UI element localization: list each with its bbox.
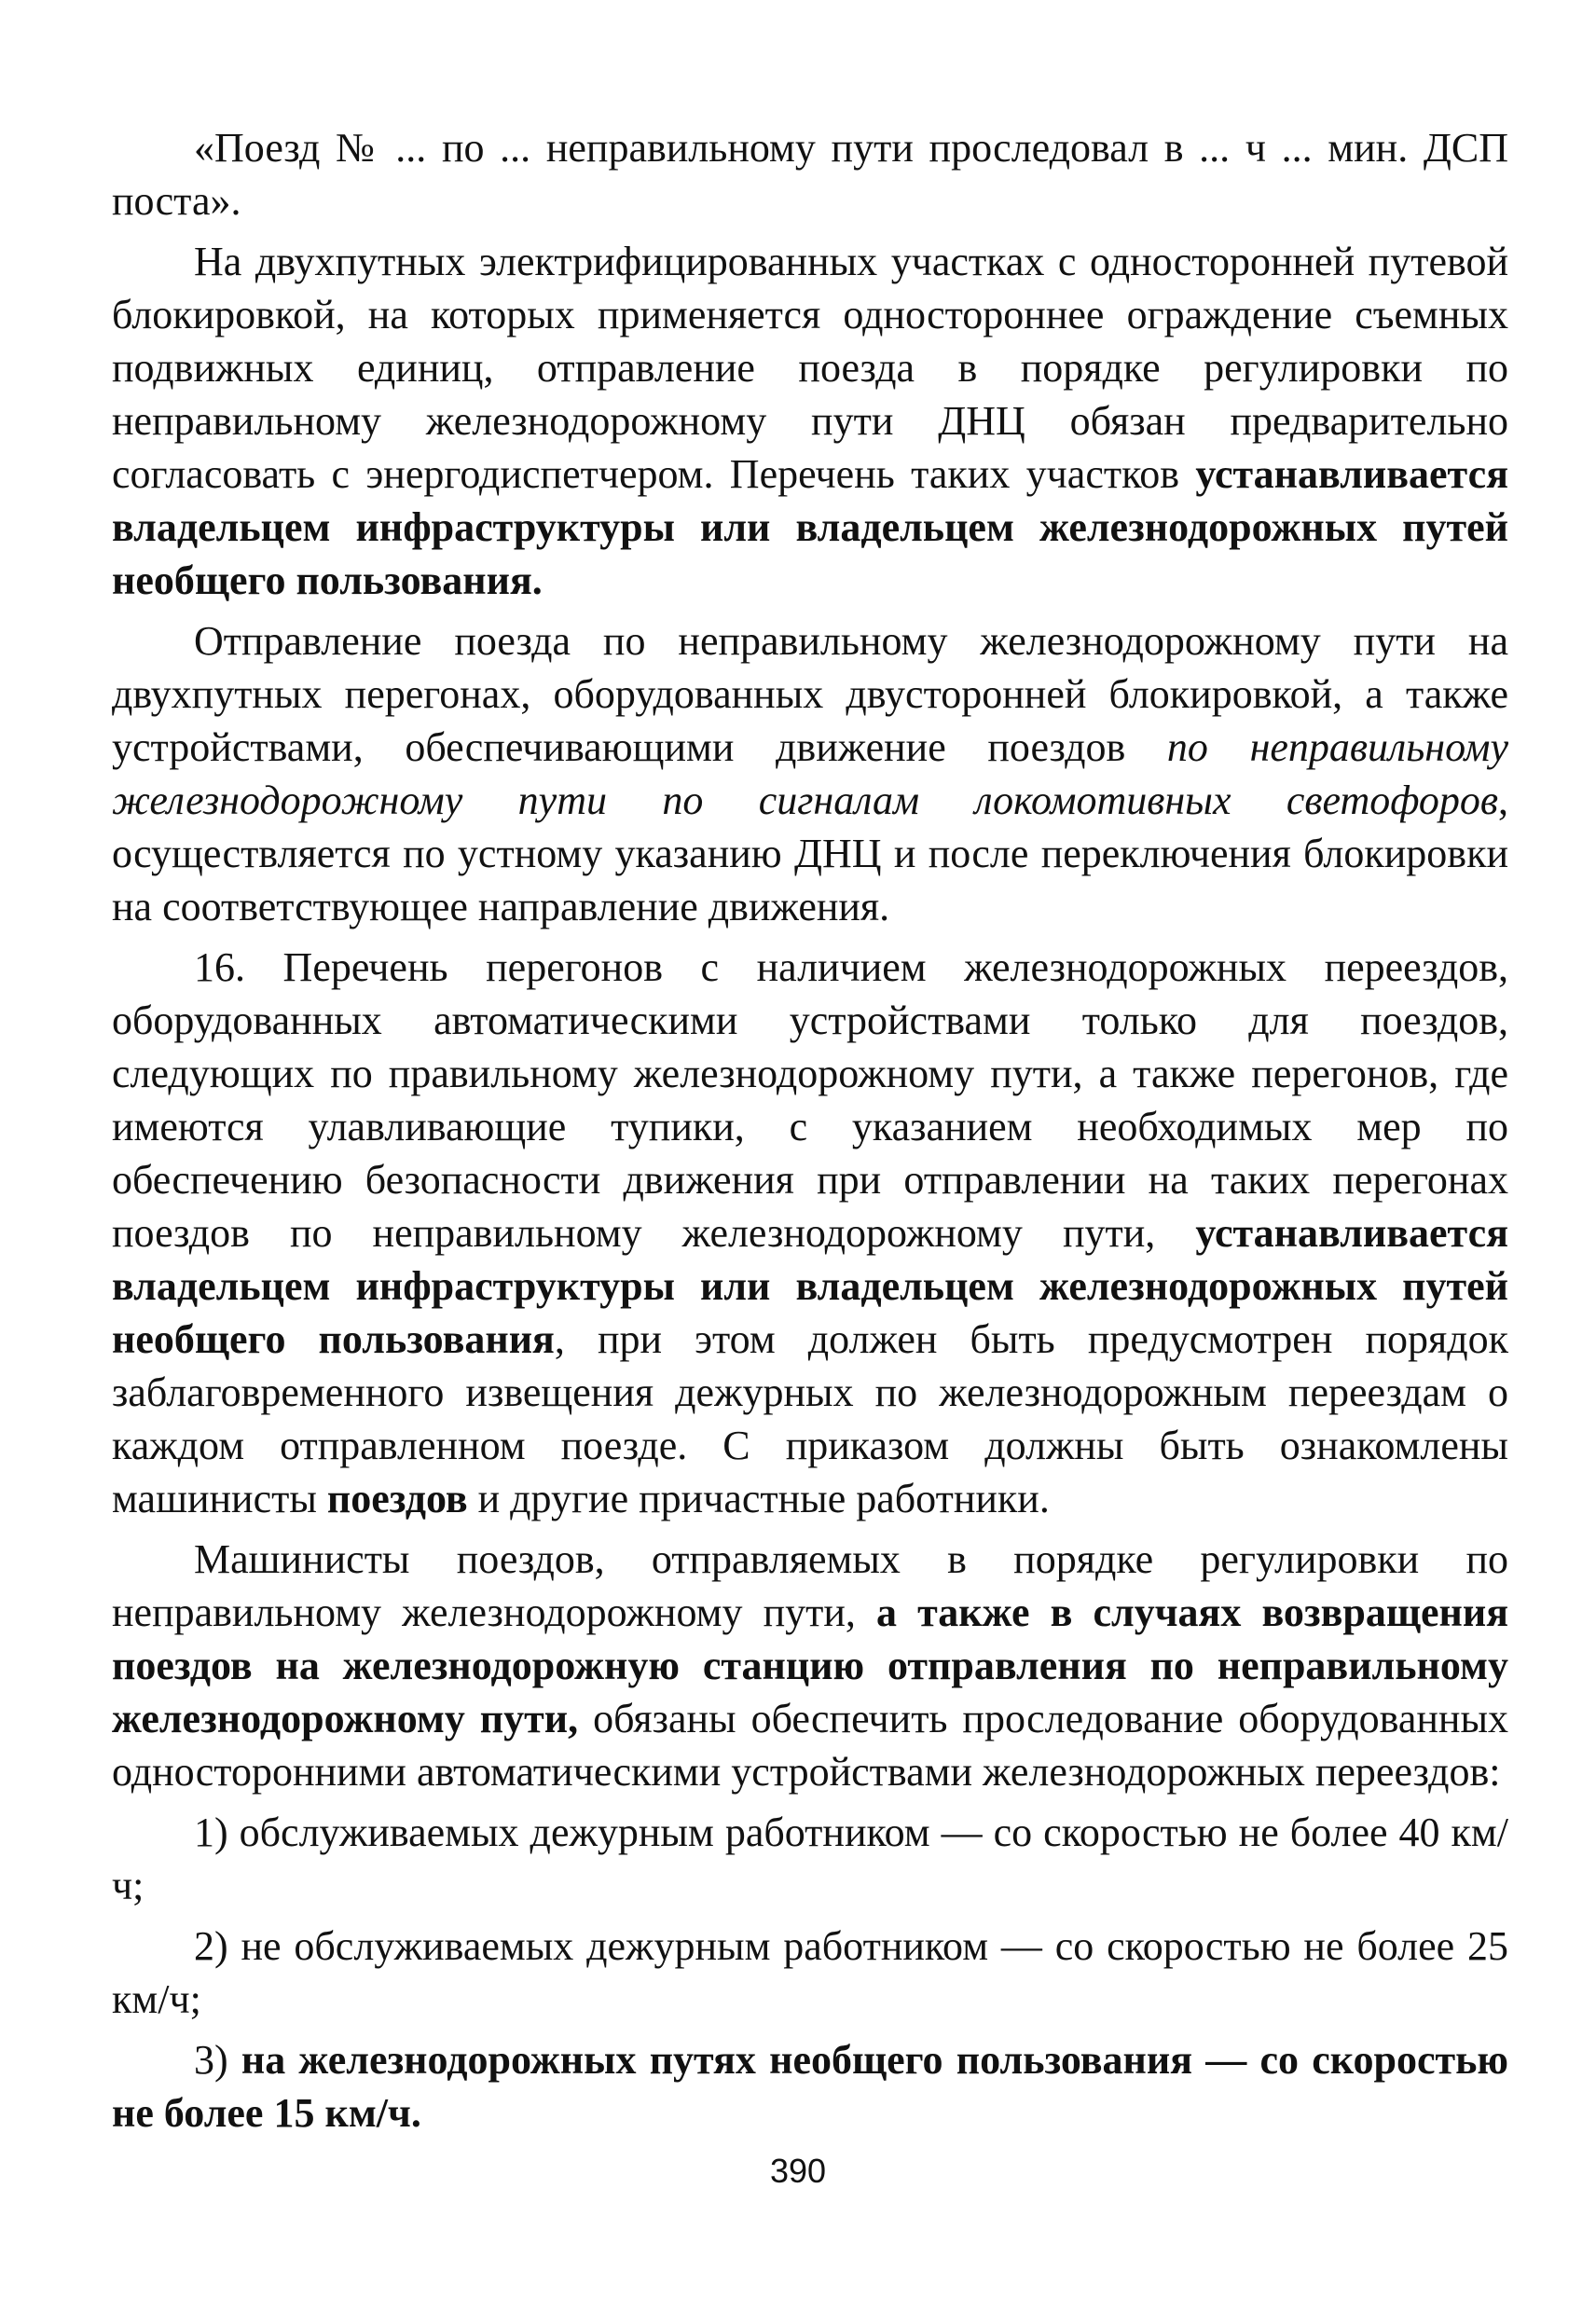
paragraph [112, 2033, 1508, 2140]
bold-text: устанавливается владельцем инфраструктуры или владельцем железнодорожных путей необщего пользования. [112, 451, 1508, 603]
text-run: обязаны обеспечить проследование оборудованных односторонними автоматическими устройствами железнодорожных переездов: [112, 1696, 1509, 1795]
bold-text: поездов [326, 1476, 468, 1521]
text-run: 16. Перечень перегонов с наличием железнодорожных переездов, оборудованных автоматическими устройствами только для поездов, следующих по правильному железнодорожному пути, а также перегонов, где имеются улавливающие тупики, с указанием необходимых мер по обеспечению безопасности движения при отправлении на таких перегонах поездов по неправильному железнодорожному пути, [112, 944, 1508, 1256]
paragraph [112, 1533, 1508, 1798]
page-number: 390 [769, 2152, 827, 2190]
paragraph [112, 1806, 1508, 1912]
text-run: 1) обслуживаемых дежурным работником — со скоростью не более 40 км/ч; [112, 1810, 1508, 1908]
bold-text: на железнодорожных путях необщего пользования — со скоростью не более 15 км/ч. [112, 2037, 1508, 2136]
text-run: 3) [194, 2037, 241, 2083]
text-run: На двухпутных электрифицированных участках с односторонней путевой блокировкой, на которых применяется одностороннее ограждение съемных подвижных единиц, отправление поезда в порядке регулировки по неправильному железнодорожному пути ДНЦ обязан предварительно согласовать с энергодиспетчером. Перечень таких участков [112, 239, 1508, 497]
text-run: , осуществляется по устному указанию ДНЦ и после переключения блокировки на соответствующее направление движения. [112, 778, 1508, 929]
body-text [112, 121, 1508, 2140]
text-run: и другие причастные работники. [467, 1476, 1050, 1521]
text-run: «Поезд № ... по ... неправильному пути проследовал в ... ч ... мин. ДСП поста». [112, 125, 1508, 224]
text-run: Отправление поезда по неправильному железнодорожному пути на двухпутных перегонах, оборудованных двусторонней блокировкой, а также устройствами, обеспечивающими движение поездов [112, 618, 1508, 770]
paragraph [112, 235, 1508, 607]
text-run: 2) не обслуживаемых дежурным работником — со скоростью не более 25 км/ч; [112, 1923, 1508, 2022]
text-run: Машинисты поездов, отправляемых в порядке регулировки по неправильному железнодорожному пути, [112, 1536, 1508, 1635]
document-page [112, 121, 1508, 2147]
italic-text: по неправильному железнодорожному пути по сигналам локомотивных светофоров [112, 724, 1508, 823]
paragraph [112, 1920, 1508, 2026]
paragraph [112, 121, 1508, 227]
paragraph [112, 614, 1508, 933]
paragraph [112, 941, 1508, 1525]
text-run: , при этом должен быть предусмотрен порядок заблаговременного извещения дежурных по железнодорожным переездам о каждом отправленном поезде. С приказом должны быть ознакомлены машинисты [112, 1316, 1508, 1521]
bold-text: а также в случаях возвращения поездов на железнодорожную станцию отправления по неправильному железнодорожному пути, [112, 1590, 1508, 1741]
bold-text: устанавливается владельцем инфраструктуры или владельцем железнодорожных путей необщего пользования [112, 1210, 1508, 1362]
